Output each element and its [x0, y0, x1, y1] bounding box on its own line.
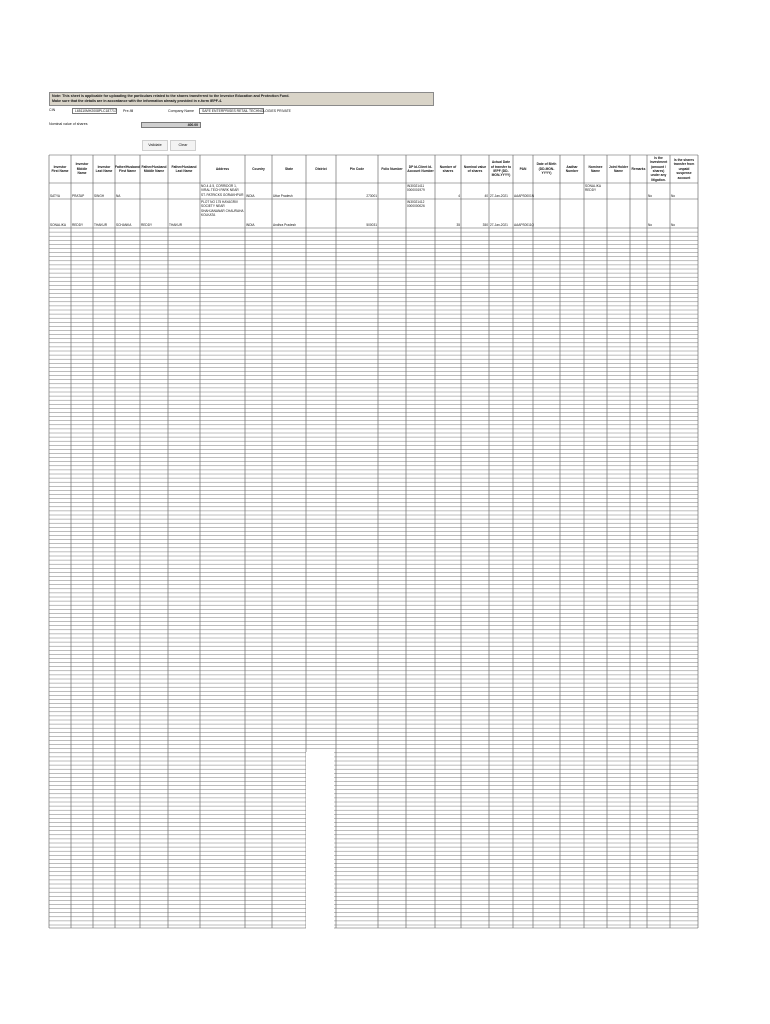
table-cell[interactable]: No: [648, 194, 653, 198]
table-cell[interactable]: IN30021411 0000001979: [407, 184, 425, 193]
table-cell[interactable]: AAAPS0001N: [514, 194, 535, 198]
table-cell[interactable]: IN30021412 0000000026: [407, 200, 425, 209]
table-cell[interactable]: SONALIKA: [50, 223, 66, 227]
company-name-label: Company Name: [168, 109, 194, 113]
table-cell[interactable]: SCHANKA: [116, 223, 132, 227]
table-cell[interactable]: NA: [116, 194, 121, 198]
table-cell[interactable]: 27-Jan-2021: [490, 194, 508, 198]
company-name-field: SAFE ENTERPRISES RETAIL TECHNOLOGIES PRIVATE: [199, 108, 264, 114]
column-header: Nominal value of shares: [463, 164, 487, 173]
table-cell[interactable]: 500031: [366, 223, 377, 227]
column-header: Date of Birth (DD-MON-YYYY): [536, 162, 557, 176]
column-header: Father/Husband Last Name: [171, 164, 197, 173]
nominal-value-label: Nominal value of shares: [49, 122, 88, 126]
nominal-value-field: 400.00: [141, 122, 201, 128]
column-header: District: [315, 166, 327, 171]
table-cell[interactable]: 4: [458, 194, 460, 198]
column-header: State: [284, 166, 294, 171]
column-header: Father/Husband First Name: [114, 164, 141, 173]
column-header: Address: [215, 166, 230, 171]
note-line-1: Note: This sheet is applicable for uploading the particulars related to the shares transferred to the Investor Education and Protection Fund.: [52, 94, 290, 98]
validate-button[interactable]: Validate: [142, 140, 168, 151]
table-cell[interactable]: No: [671, 223, 676, 227]
column-header: Is the shares transfer from unpaid suspense account: [673, 157, 695, 180]
table-cell[interactable]: Andhra Pradesh: [273, 223, 297, 227]
table-cell[interactable]: INDIA: [246, 223, 255, 227]
column-header: Folio Number: [381, 166, 403, 171]
column-header: Is the Investment (amount / shares) under any litigation.: [649, 155, 668, 182]
table-cell[interactable]: NO.4 & 5, CORRIDOR 1, VIRAL TECH PARK NEAR ST. PATRICKS GORAKHPUR: [201, 184, 244, 197]
table-cell[interactable]: AAAPS0011Q: [514, 223, 534, 227]
table-blank-region: [306, 752, 334, 932]
cin-input[interactable]: L65110MH2008PLC187717: [72, 108, 117, 114]
column-header: Country: [252, 166, 265, 171]
table-cell[interactable]: No: [648, 223, 653, 227]
column-header: Nominee Name: [588, 164, 603, 173]
table-cell[interactable]: REDDY: [141, 223, 153, 227]
column-header: DP Id-Client Id-Account Number: [407, 164, 434, 173]
column-header: Remarks: [631, 166, 646, 171]
table-cell[interactable]: PLOT NO 175 HAYAGRIV SOCIETY NEAR SHAHJANANAR CHAURAHA KOLKATA: [201, 200, 244, 218]
table-cell[interactable]: No: [671, 194, 676, 198]
column-header: Investor Middle Name: [75, 162, 89, 176]
table-cell[interactable]: 27-Jan-2021: [490, 223, 508, 227]
table-cell[interactable]: 273001: [366, 194, 377, 198]
table-cell[interactable]: REDDY: [72, 223, 84, 227]
joint-holder-cell[interactable]: SONALIKA REDDY: [585, 184, 601, 193]
table-cell[interactable]: 40: [484, 194, 488, 198]
table-cell[interactable]: THAKUR: [94, 223, 108, 227]
table-cell[interactable]: 35: [456, 223, 460, 227]
column-header: Father/Husband Middle Name: [141, 164, 167, 173]
column-header: Investor First Name: [51, 164, 69, 173]
clear-button[interactable]: Clear: [170, 140, 196, 151]
table-cell[interactable]: SINGH: [94, 194, 105, 198]
table-cell[interactable]: INDIA: [246, 194, 255, 198]
column-header: Actual Date of transfer to IEPF (DD-MON-YYYY): [490, 160, 512, 178]
table-cell[interactable]: THAKUR: [169, 223, 183, 227]
column-header: Aadhar Number: [565, 164, 579, 173]
column-header: Pin Code: [349, 166, 365, 171]
cin-label: CIN: [49, 108, 56, 112]
column-header: Joint Holder Name: [608, 164, 629, 173]
table-cell[interactable]: PRATAP: [72, 194, 85, 198]
table-cell[interactable]: Uttar Pradesh: [273, 194, 293, 198]
column-header: Number of shares: [439, 164, 457, 173]
note-line-2: Make sure that the details are in accordance with the information already provided in e-form IEPF-4.: [52, 98, 223, 103]
column-header: PAN: [519, 166, 527, 171]
column-header: Investor Last Name: [95, 164, 113, 173]
prefill-button[interactable]: Pre-fill: [123, 109, 134, 113]
table-cell[interactable]: 350: [482, 223, 488, 227]
table-cell[interactable]: SATYA: [50, 194, 60, 198]
